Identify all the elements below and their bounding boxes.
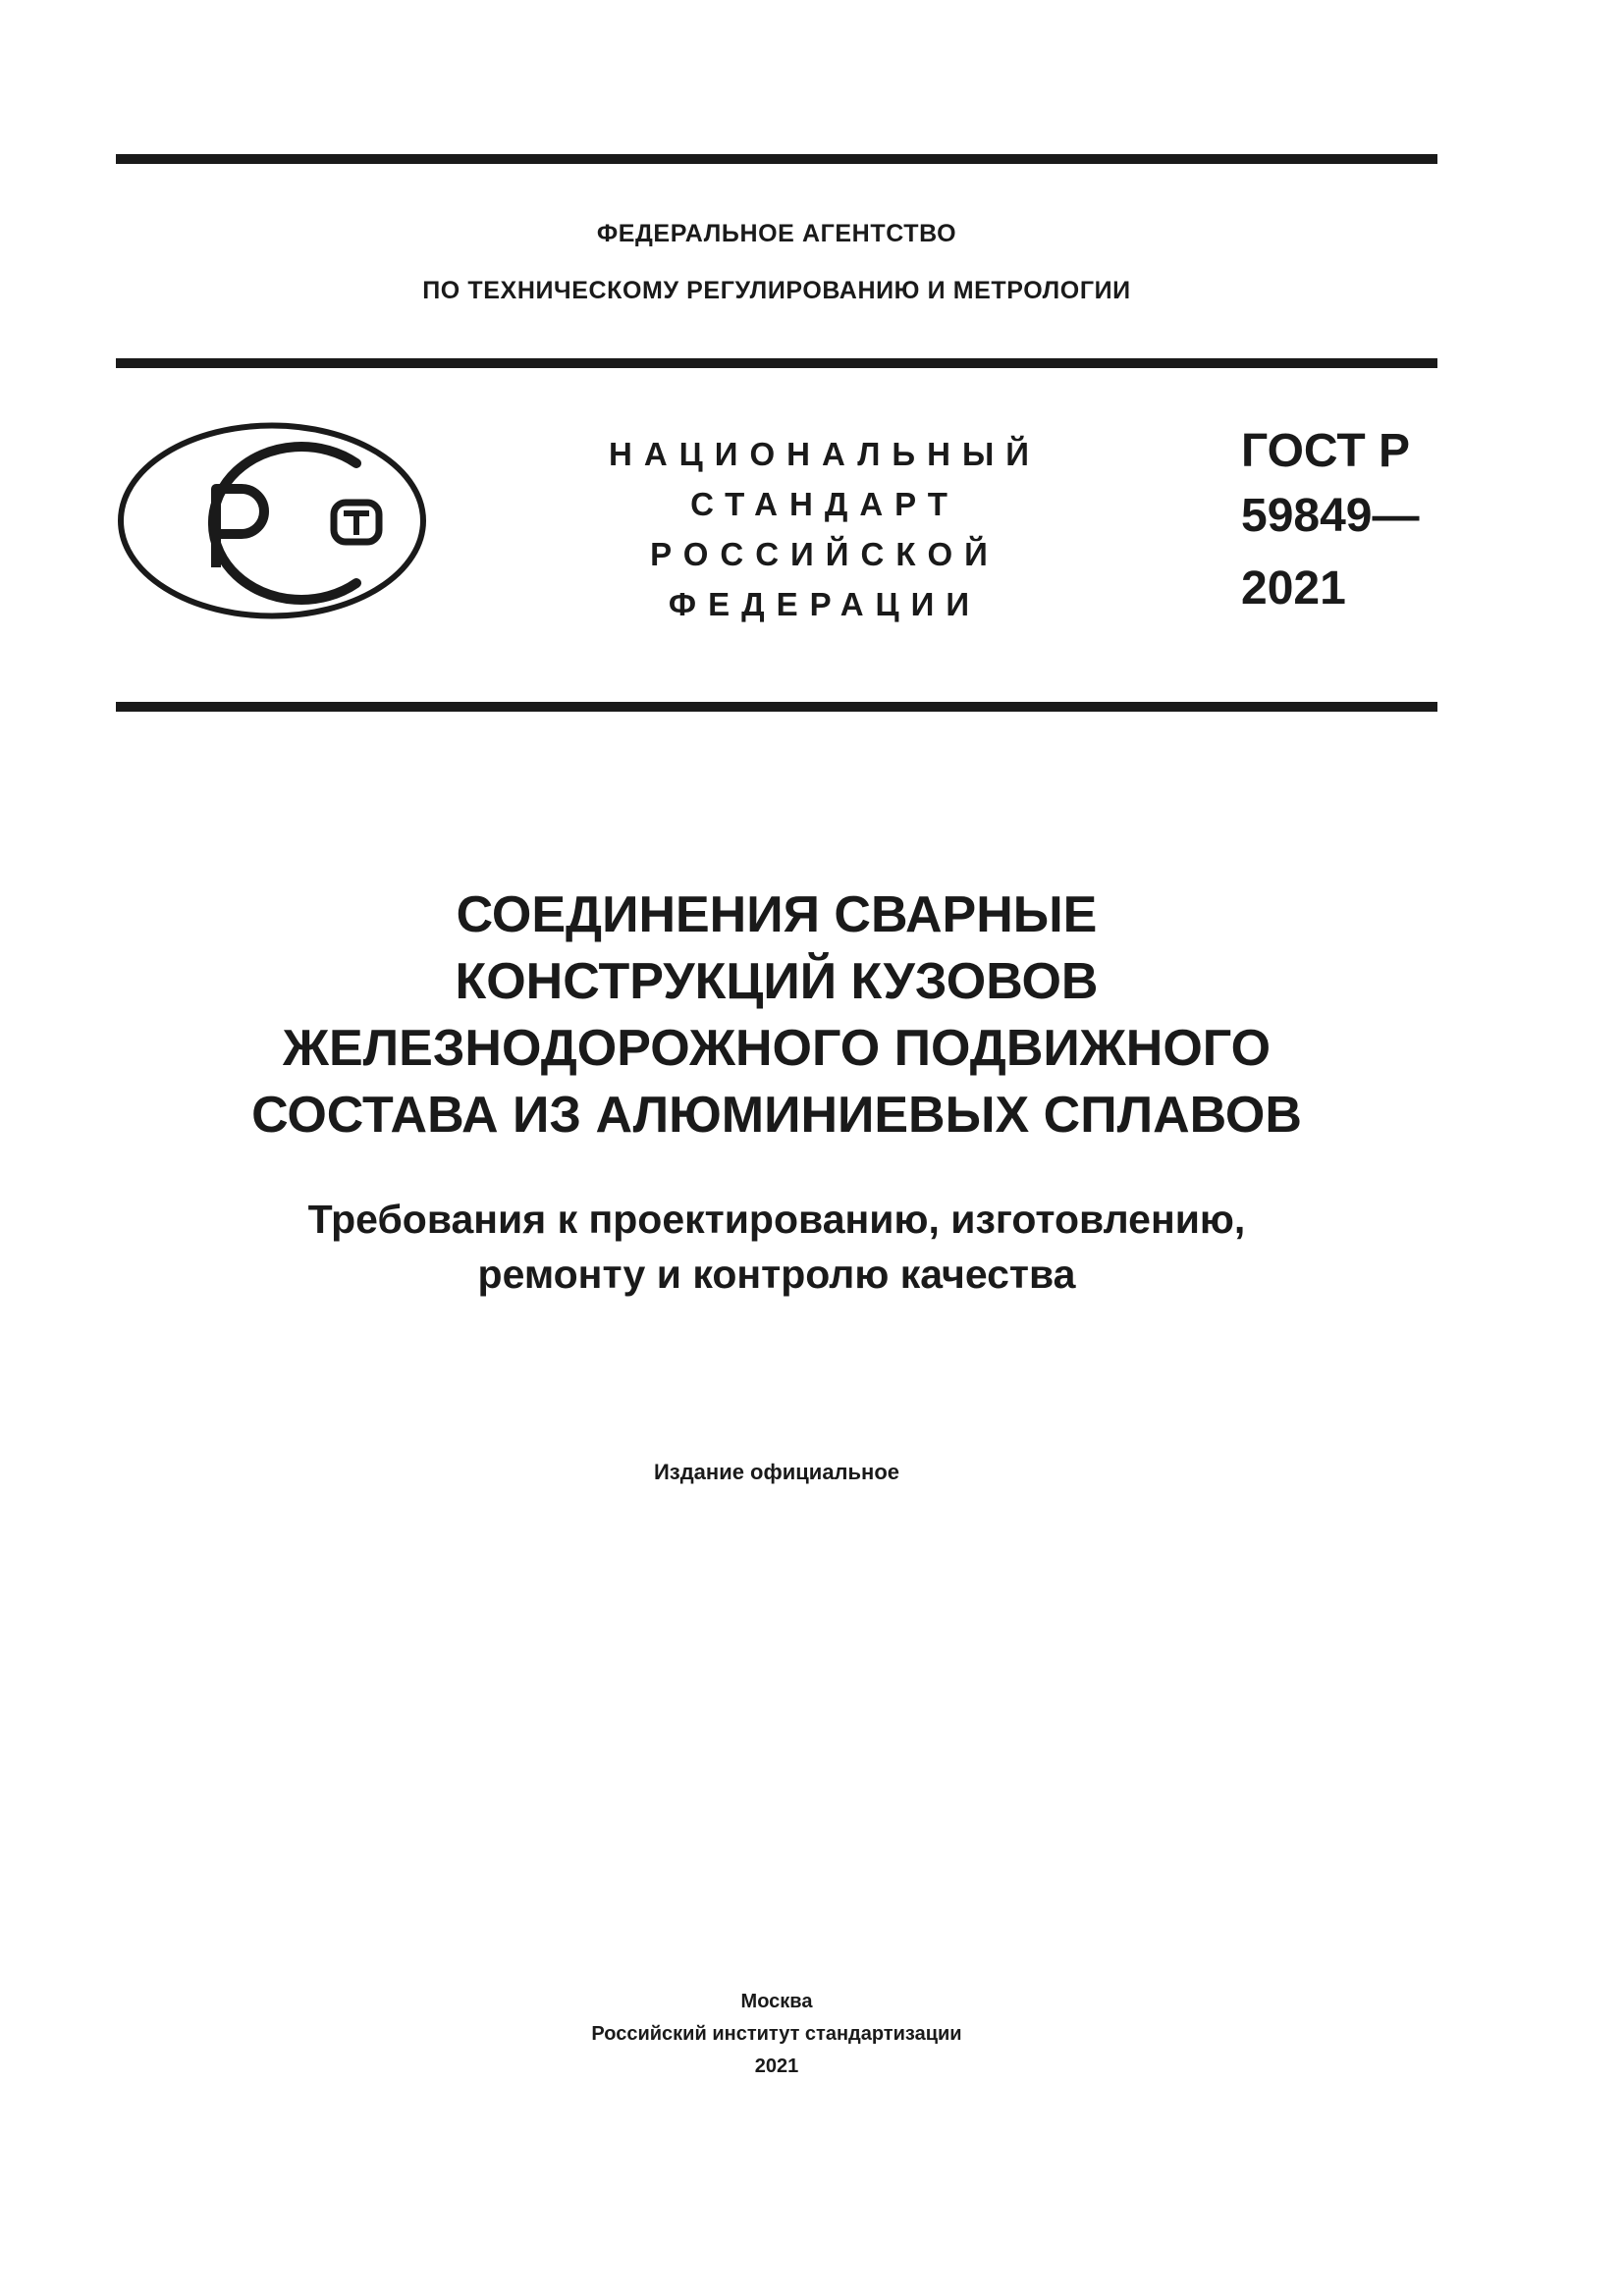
imprint-city: Москва bbox=[740, 1991, 813, 2012]
document-subtitle-line: Требования к проектированию, изготовлению, bbox=[307, 1197, 1246, 1242]
agency-name-line-2: ПО ТЕХНИЧЕСКОМУ РЕГУЛИРОВАНИЮ И МЕТРОЛОГИИ bbox=[422, 277, 1131, 304]
standard-designation-line-2: 59849— bbox=[1241, 490, 1420, 542]
document-title-line: СОСТАВА ИЗ АЛЮМИНИЕВЫХ СПЛАВОВ bbox=[251, 1087, 1302, 1144]
national-standard-line: ФЕДЕРАЦИИ bbox=[668, 586, 982, 622]
national-standard-line: СТАНДАРТ bbox=[690, 486, 959, 522]
document-title-line: ЖЕЛЕЗНОДОРОЖНОГО ПОДВИЖНОГО bbox=[282, 1020, 1272, 1077]
header-rule bbox=[116, 358, 1437, 368]
standard-designation-line-1: ГОСТ Р bbox=[1241, 425, 1411, 477]
top-rule bbox=[116, 154, 1437, 164]
national-standard-line: НАЦИОНАЛЬНЫЙ bbox=[609, 436, 1041, 472]
document-title-line: СОЕДИНЕНИЯ СВАРНЫЕ bbox=[456, 886, 1098, 943]
agency-name-line-1: ФЕДЕРАЛЬНОЕ АГЕНТСТВО bbox=[596, 220, 957, 247]
rst-conformity-mark-icon bbox=[116, 420, 428, 621]
document-subtitle-line: ремонту и контролю качества bbox=[477, 1252, 1076, 1297]
standard-designation-year: 2021 bbox=[1241, 562, 1346, 614]
imprint-publisher: Российский институт стандартизации bbox=[591, 2023, 962, 2045]
imprint-year: 2021 bbox=[754, 2056, 799, 2077]
national-standard-line: РОССИЙСКОЙ bbox=[650, 536, 1000, 572]
official-edition-note: Издание официальное bbox=[653, 1460, 900, 1484]
document-title-line: КОНСТРУКЦИЙ КУЗОВОВ bbox=[455, 953, 1099, 1010]
header-bottom-rule bbox=[116, 702, 1437, 712]
